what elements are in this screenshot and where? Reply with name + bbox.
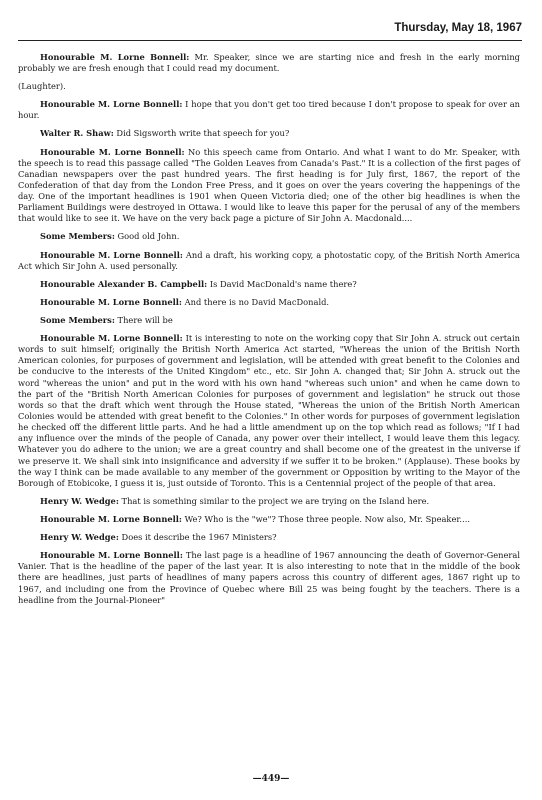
speaker-name: Henry W. Wedge: [40, 495, 119, 506]
speech-text: Is David MacDonald's name there? [207, 278, 357, 289]
speech-text: There will be [114, 314, 173, 325]
speaker-name: Honourable M. Lorne Bonnell: [40, 550, 183, 561]
speaker-name: Henry W. Wedge: [40, 532, 119, 543]
speech-text: No this speech came from Ontario. And what I want to do Mr. Speaker, with the speech is to read this passage called "The Golden Leaves from Canada's Past." It is a collection of the first pages of Canadian newspapers over the past hundred years. The first heading is for July first, 1867, the report of the Confederation of that day from the London Free Press, and it goes on over the years covering the happenings of the day. One of the important headlines is 1901 when Queen Victoria died; one of the other big headlines is when the Parliament Buildings were destroyed in Ottawa. I would like to leave this paper for the perusal of any of the members that would like to see it. We have on the very back page a picture of Sir John A. Macdonald.... [18, 146, 521, 224]
speech-text: I hope that you don't get too tired because I don't propose to speak for over an hour. [18, 99, 520, 121]
header-rule [18, 40, 522, 41]
transcript-paragraph [18, 297, 520, 308]
debate-transcript [18, 52, 520, 613]
speaker-name: Honourable M. Lorne Bonnell: [40, 514, 182, 524]
speaker-name: Honourable M. Lorne Bonnell: [40, 249, 183, 260]
transcript-paragraph [18, 99, 520, 121]
speaker-name: Honourable M. Lorne Bonnell: [40, 146, 185, 157]
speech-text: Mr. Speaker, since we are starting nice and fresh in the early morning probably we are fresh enough that I could read my document. [18, 52, 520, 74]
speaker-name: Honourable M. Lorne Bonnell: [40, 52, 190, 62]
speech-text: And there is no David MacDonald. [182, 296, 330, 307]
transcript-paragraph [18, 52, 520, 74]
transcript-paragraph [18, 128, 520, 139]
transcript-paragraph [18, 496, 520, 507]
speaker-name: Honourable M. Lorne Bonnell: [40, 332, 183, 343]
transcript-paragraph [18, 81, 520, 92]
page-date-header: Thursday, May 18, 1967 [394, 22, 522, 34]
page-number: —449— [252, 774, 290, 784]
transcript-paragraph [18, 514, 520, 525]
transcript-paragraph [18, 333, 520, 489]
speaker-name: Some Members: [40, 231, 115, 242]
transcript-paragraph [18, 532, 520, 543]
transcript-paragraph [18, 231, 520, 242]
speaker-name: Some Members: [40, 314, 115, 325]
speech-text: It is interesting to note on the working copy that Sir John A. struck out certain words to suit himself; originally the British North America Act started, "Whereas the union of the British North American colonies, for purposes of government and legislation, will be attended with great benefit to the Colonies and be conducive to the interests of the United Kingdom" etc., etc. Sir John A. changed that; Sir John A. struck out the word "whereas the union" and put in the word with his own hand "whereas such union" and when he came down to the part of the "British North American Colonies for purposes of government and legislation" he struck out those words so that the draft which went through the House stated, "Whereas the union of the British North American Colonies would be attended with great benefit to the Colonies." In other words for purposes of government legislation he checked off the different little parts. And he had a little amendment up on the top which read as follows; "If I had any influence over the minds of the people of Canada, any power over their intellect, I would leave them this legacy. Whatever you do adhere to the union; we are a great country and shall become one of the greatest in the universe if we preserve it. We shall sink into insignificance and adversity if we suffer it to be broken." (Applause). These books by the way I think can be made available to any member of the government or Opposition by writing to the Mayor of the Borough of Etobicoke, I guess it is, just outside of Toronto. This is a Centennial project of the people of that area. [18, 332, 520, 488]
speaker-name: Honourable Alexander B. Campbell: [40, 278, 208, 289]
transcript-paragraph [18, 279, 520, 290]
transcript-paragraph [18, 315, 520, 326]
transcript-paragraph [18, 147, 520, 225]
speaker-name: Walter R. Shaw: [40, 128, 114, 139]
speech-text: Good old John. [114, 231, 180, 242]
speech-text: Does it describe the 1967 Ministers? [118, 532, 277, 543]
speech-text: That is something similar to the project we are trying on the Island here. [118, 495, 430, 506]
speaker-name: Honourable M. Lorne Bonnell: [40, 296, 182, 307]
speech-text: Did Sigsworth write that speech for you? [113, 128, 290, 139]
speech-text: (Laughter). [18, 81, 66, 92]
speech-text: We? Who is the "we"? Those three people. Now also, Mr. Speaker.... [182, 514, 470, 524]
speech-text: The last page is a headline of 1967 announcing the death of Governor-General Vanier. That is the headline of the paper of the last year. It is also interesting to note that in the middle of the book there are headlines, just parts of headlines of many papers across this country of different ages, 1867 right up to 1967, and including one from the Province of Quebec where Bill 25 was being fought by the teachers. There is a headline from the Journal-Pioneer" [18, 550, 521, 605]
speech-text: And a draft, his working copy, a photostatic copy, of the British North America Act which Sir John A. used personally. [18, 249, 520, 271]
transcript-paragraph [18, 550, 520, 606]
transcript-paragraph [18, 250, 520, 272]
speaker-name: Honourable M. Lorne Bonnell: [40, 99, 183, 110]
